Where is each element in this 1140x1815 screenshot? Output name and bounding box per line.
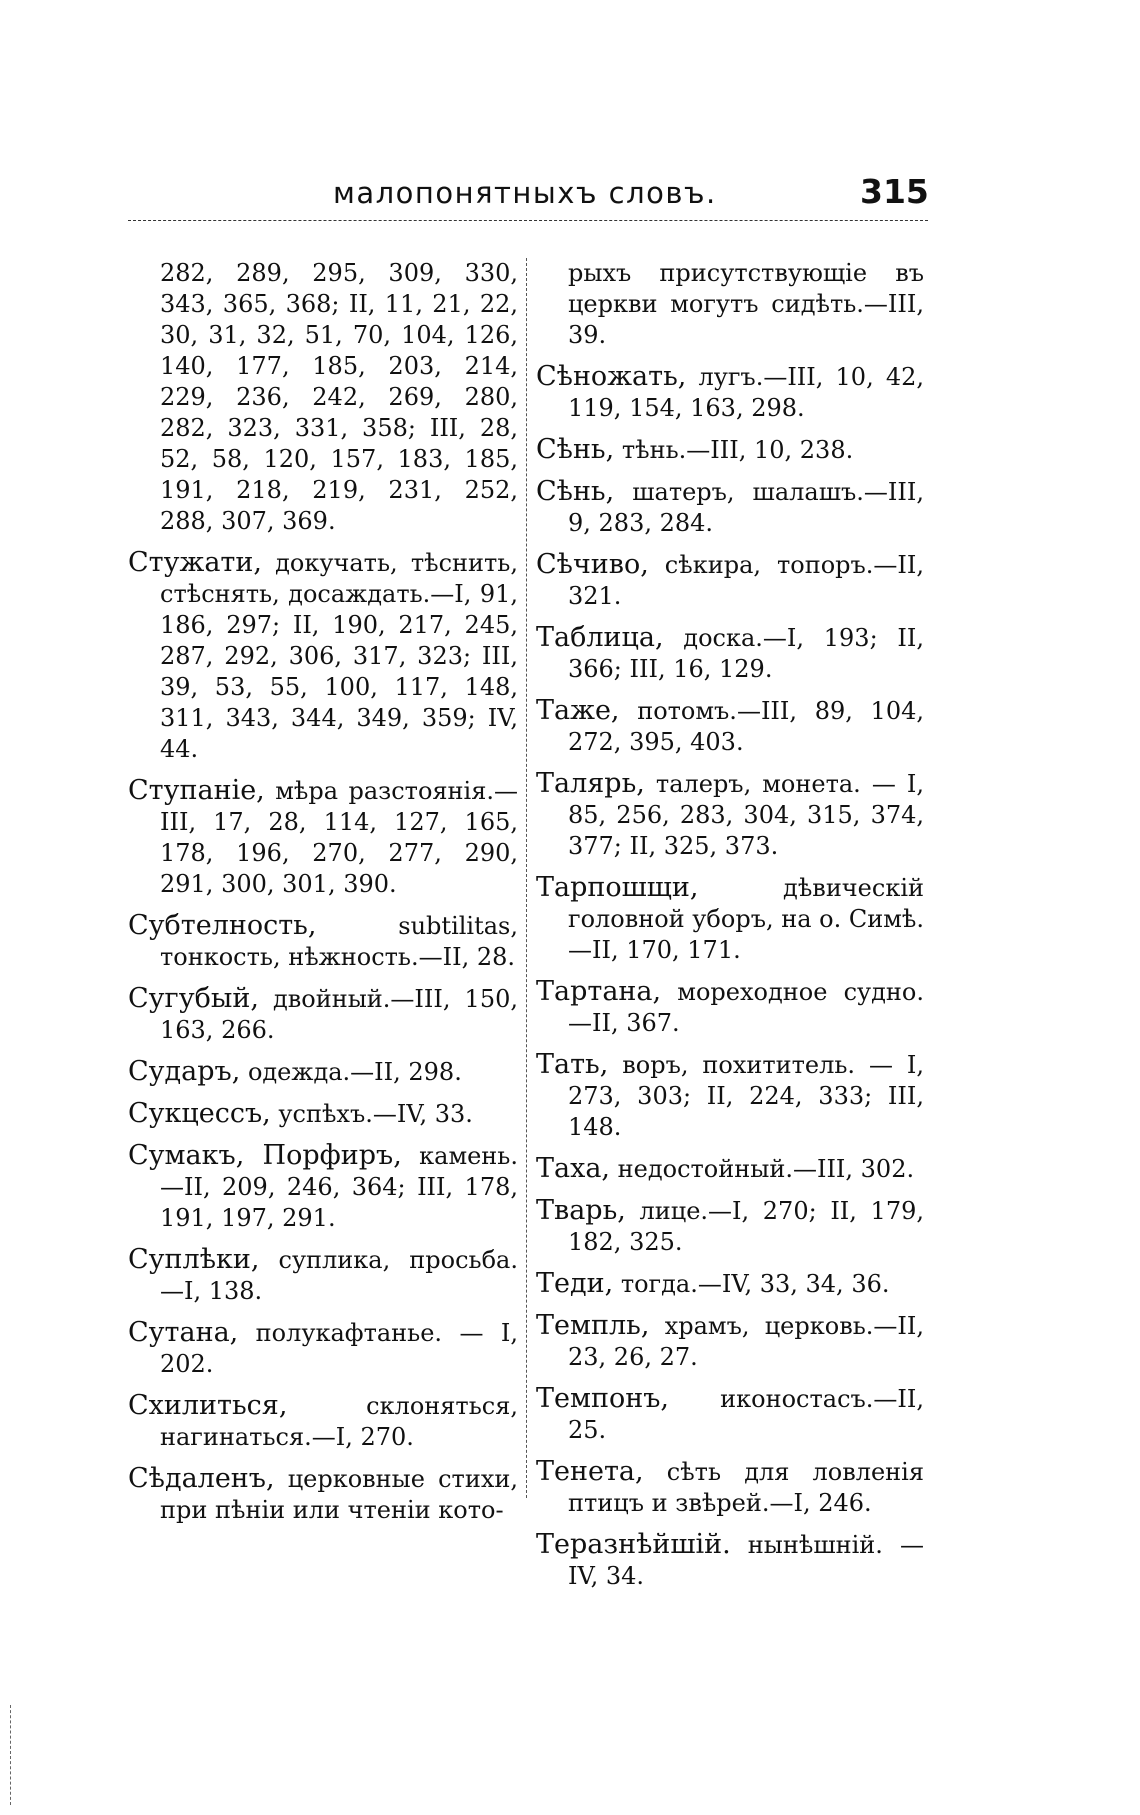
- entry-headword: Темпонъ,: [536, 1383, 669, 1414]
- header-rule: [128, 220, 928, 221]
- entry-headword: Сумакъ, Порфиръ,: [128, 1140, 402, 1171]
- entry-definition: одежда.—II, 298.: [240, 1058, 462, 1086]
- dictionary-entry: [128, 1140, 518, 1234]
- entry-headword: Сѣножать,: [536, 361, 687, 392]
- entry-headword: Теразнѣйшій.: [536, 1529, 731, 1560]
- dictionary-entry: [128, 258, 518, 537]
- entry-definition: дѣвическій головной уборъ, на о. Симѣ.—II, 170, 171.: [568, 874, 924, 964]
- entry-definition: лугъ.—III, 10, 42, 119, 154, 163, 298.: [568, 363, 924, 422]
- entry-definition: склоняться, нагинаться.—I, 270.: [160, 1392, 518, 1451]
- entry-headword: Схилиться,: [128, 1390, 288, 1421]
- entry-headword: Субтелность,: [128, 910, 317, 941]
- left-column: [128, 258, 518, 1536]
- entry-headword: Ступаніе,: [128, 775, 265, 806]
- entry-definition: нынѣшній. — IV, 34.: [568, 1531, 924, 1590]
- entry-definition: успѣхъ.—IV, 33.: [270, 1100, 473, 1128]
- entry-headword: Сѣнь,: [536, 434, 615, 465]
- entry-definition: талеръ, монета. — I, 85, 256, 283, 304, 315, 374, 377; II, 325, 373.: [568, 770, 924, 860]
- dictionary-entry: [536, 258, 924, 351]
- dictionary-entry: [128, 983, 518, 1046]
- dictionary-entry: [536, 872, 924, 966]
- dictionary-entry: [128, 910, 518, 973]
- entry-definition: лице.—I, 270; II, 179, 182, 325.: [568, 1197, 924, 1256]
- entry-definition: воръ, похититель. — I, 273, 303; II, 224, 333; III, 148.: [568, 1051, 924, 1141]
- dictionary-entry: [128, 775, 518, 900]
- entry-definition: subtilitas, тонкость, нѣжность.—II, 28.: [160, 912, 518, 971]
- dictionary-entry: [536, 1529, 924, 1592]
- entry-headword: Тартана,: [536, 976, 662, 1007]
- entry-headword: Сѣдаленъ,: [128, 1463, 275, 1494]
- dictionary-entry: [536, 695, 924, 758]
- dictionary-entry: [536, 1153, 924, 1185]
- entry-headword: Сутана,: [128, 1317, 239, 1348]
- entry-definition: тѣнь.—III, 10, 238.: [614, 436, 854, 464]
- entry-headword: Таже,: [536, 695, 620, 726]
- entry-headword: Тварь,: [536, 1195, 626, 1226]
- entry-headword: Сугубый,: [128, 983, 259, 1014]
- entry-definition: 282, 289, 295, 309, 330, 343, 365, 368; II, 11, 21, 22, 30, 31, 32, 51, 70, 104, 126, 140, 177, 185, 203, 214, 229, 236, 242, 269, 280, 282, 323, 331, 358; III, 28, 52, 58, 120, 157, 183, 185, 191, 218, 219, 231, 252, 288, 307, 369.: [160, 259, 518, 535]
- dictionary-entry: [536, 622, 924, 685]
- dictionary-entry: [536, 976, 924, 1039]
- entry-definition: двойный.—III, 150, 163, 266.: [160, 985, 518, 1044]
- entry-definition: рыхъ присутствующіе въ церкви могутъ сидѣть.—III, 39.: [568, 259, 924, 349]
- entry-headword: Тенета,: [536, 1456, 644, 1487]
- dictionary-entry: [536, 476, 924, 539]
- page-header: [128, 168, 928, 228]
- entry-definition: камень.—II, 209, 246, 364; III, 178, 191, 197, 291.: [160, 1142, 518, 1232]
- entry-definition: церковные стихи, при пѣніи или чтеніи кото-: [160, 1465, 518, 1524]
- dictionary-entry: [536, 1268, 924, 1300]
- dictionary-entry: [536, 434, 924, 466]
- entry-headword: Темпль,: [536, 1310, 650, 1341]
- entry-definition: суплика, просьба.—I, 138.: [160, 1246, 518, 1305]
- dictionary-entry: [128, 1056, 518, 1088]
- dictionary-entry: [128, 1244, 518, 1307]
- entry-definition: храмъ, церковь.—II, 23, 26, 27.: [568, 1312, 924, 1371]
- dictionary-entry: [536, 361, 924, 424]
- dictionary-entry: [128, 1390, 518, 1453]
- dictionary-entry: [536, 549, 924, 612]
- dictionary-entry: [536, 1049, 924, 1143]
- entry-definition: мѣра разстоянія.—III, 17, 28, 114, 127, 165, 178, 196, 270, 277, 290, 291, 300, 301, 390.: [160, 777, 518, 898]
- entry-headword: Сукцессъ,: [128, 1098, 271, 1129]
- dictionary-entry: [536, 1383, 924, 1446]
- entry-definition: иконостасъ.—II, 25.: [568, 1385, 924, 1444]
- entry-headword: Таблица,: [536, 622, 664, 653]
- entry-headword: Суплѣки,: [128, 1244, 260, 1275]
- right-column: [536, 258, 924, 1602]
- dictionary-entry: [128, 1463, 518, 1526]
- edge-marks: [10, 1705, 11, 1805]
- entry-definition: полукафтанье. — I, 202.: [160, 1319, 518, 1378]
- entry-headword: Стужати,: [128, 547, 262, 578]
- dictionary-entry: [128, 547, 518, 765]
- dictionary-entry: [128, 1317, 518, 1380]
- dictionary-entry: [536, 1195, 924, 1258]
- column-divider: [526, 258, 527, 1498]
- entry-headword: Теди,: [536, 1268, 614, 1299]
- entry-definition: сѣть для ловленія птицъ и звѣрей.—I, 246.: [568, 1458, 924, 1517]
- entry-definition: недостойный.—III, 302.: [610, 1155, 915, 1183]
- entry-headword: Таха,: [536, 1153, 611, 1184]
- entry-definition: потомъ.—III, 89, 104, 272, 395, 403.: [568, 697, 924, 756]
- entry-headword: Сѣнь,: [536, 476, 615, 507]
- entry-definition: шатеръ, шалашъ.—III, 9, 283, 284.: [568, 478, 924, 537]
- entry-headword: Сударъ,: [128, 1056, 241, 1087]
- running-title: малопонятныхъ словъ.: [333, 176, 717, 210]
- entry-headword: Тарпошщи,: [536, 872, 699, 903]
- dictionary-entry: [128, 1098, 518, 1130]
- entry-definition: докучать, тѣснить, стѣснять, досаждать.—I, 91, 186, 297; II, 190, 217, 245, 287, 292, 306, 317, 323; III, 39, 53, 55, 100, 117, 148, 311, 343, 344, 349, 359; IV, 44.: [160, 549, 518, 763]
- page-number: 315: [860, 172, 929, 211]
- entry-definition: сѣкира, топоръ.—II, 321.: [568, 551, 924, 610]
- entry-definition: доска.—I, 193; II, 366; III, 16, 129.: [568, 624, 924, 683]
- dictionary-entry: [536, 1456, 924, 1519]
- entry-headword: Талярь,: [536, 768, 645, 799]
- entry-headword: Тать,: [536, 1049, 609, 1080]
- entry-headword: Сѣчиво,: [536, 549, 649, 580]
- entry-definition: мореходное судно.—II, 367.: [568, 978, 924, 1037]
- dictionary-entry: [536, 1310, 924, 1373]
- dictionary-entry: [536, 768, 924, 862]
- entry-definition: тогда.—IV, 33, 34, 36.: [613, 1270, 890, 1298]
